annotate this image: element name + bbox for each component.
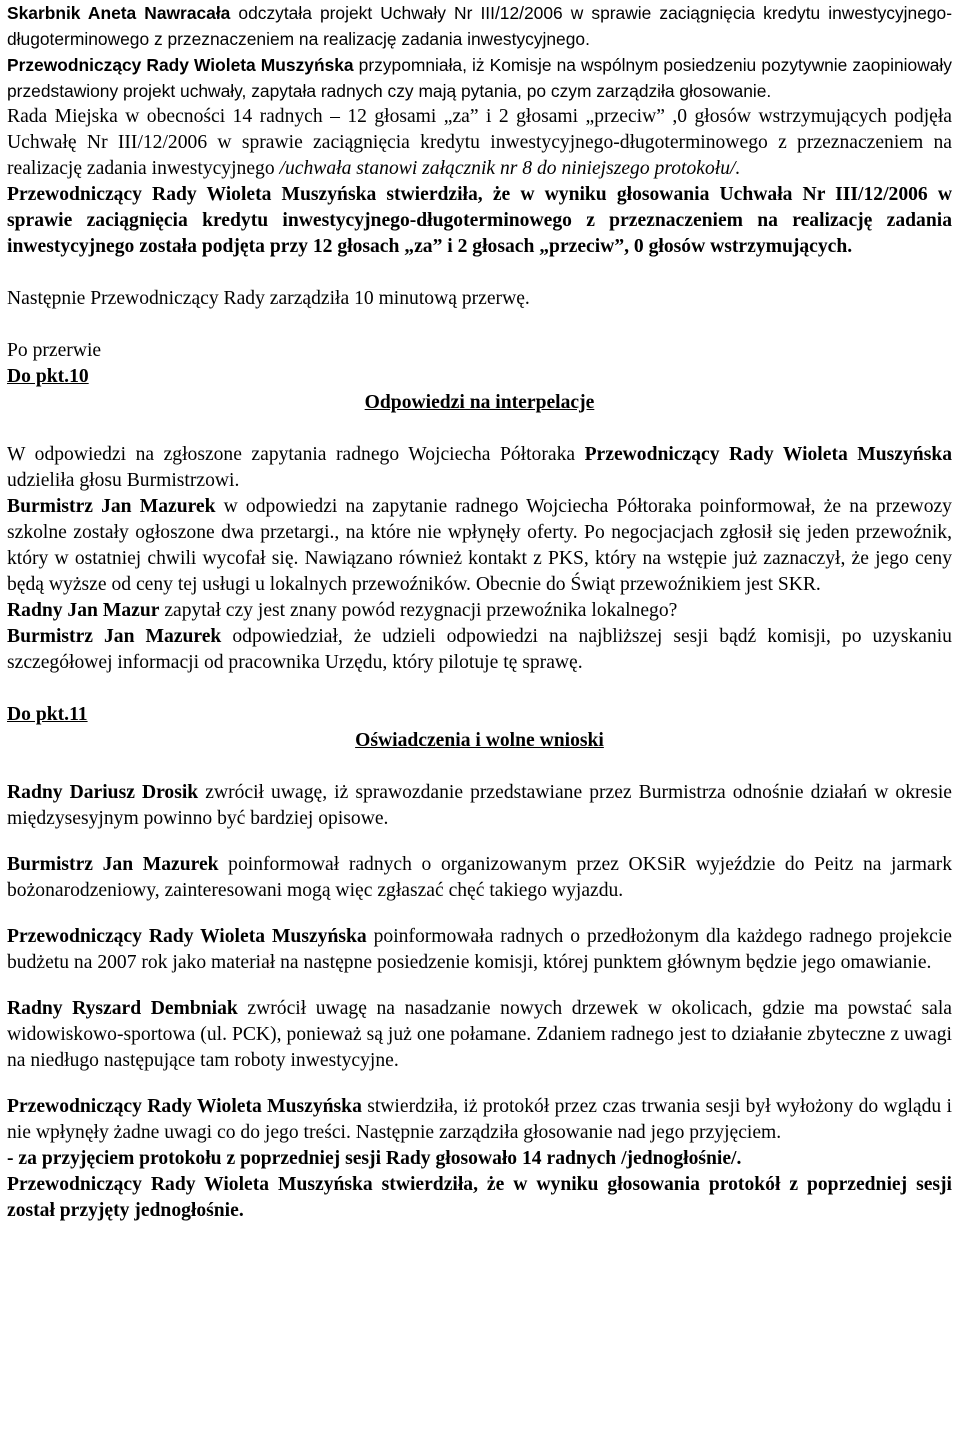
paragraph-resolution-result: [7, 182, 952, 260]
speaker-name: Przewodniczący Rady Wioleta Muszyńska: [584, 444, 953, 465]
paragraph-text: stwierdziła, iż protokół przez czas trwania sesji był wyłożony do wglądu i nie wpłynęły żadne uwagi co do jego treści. Następnie zarządziła głosowanie nad jego przyjęciem.: [7, 1096, 952, 1143]
paragraph-text: Rada Miejska w obecności 14 radnych – 12 głosami „za” i 2 głosami „przeciw” ,0 głosów wstrzymujących podjęła Uchwałę Nr III/12/2006 w sprawie zaciągnięcia kredytu inwestycyjnego-długoterminowego z przeznaczeniem na realizację zadania inwestycyjnego: [7, 106, 952, 179]
section-heading: Oświadczenia i wolne wnioski: [355, 730, 604, 751]
paragraph-mazur-question: [7, 598, 952, 624]
paragraph-mayor-peitz: [7, 852, 952, 904]
paragraph-text: udzieliła głosu Burmistrzowi.: [7, 470, 240, 491]
paragraph-chair-budget: [7, 924, 952, 976]
paragraph-text: poinformowała radnych o przedłożonym dla każdego radnego projekcie budżetu na 2007 rok jako materiał na następne posiedzenie komisji, której punktem głównym będzie jego omawianie.: [7, 926, 952, 973]
paragraph-drosik: [7, 780, 952, 832]
paragraph-break-announcement: Następnie Przewodniczący Rady zarządziła 10 minutową przerwę.: [7, 288, 530, 309]
paragraph-dembniak: [7, 996, 952, 1074]
paragraph-chair-protocol: [7, 1094, 952, 1146]
speaker-name: Przewodniczący Rady Wioleta Muszyńska: [7, 1096, 362, 1117]
paragraph-mayor-transport: [7, 494, 952, 598]
paragraph-treasurer-reading: [7, 0, 952, 52]
paragraph-text: W odpowiedzi na zgłoszone zapytania radnego Wojciecha Półtoraka: [7, 444, 585, 465]
paragraph-text: Przewodniczący Rady Wioleta Muszyńska stwierdziła, że w wyniku głosowania protokół z poprzedniej sesji został przyjęty jednogłośnie.: [7, 1174, 952, 1221]
speaker-name: Burmistrz Jan Mazurek: [7, 854, 219, 875]
paragraph-chair-reminder: [7, 52, 952, 104]
paragraph-council-vote: [7, 104, 952, 182]
speaker-name: Przewodniczący Rady Wioleta Muszyńska: [7, 55, 354, 75]
paragraph-mayor-answer: [7, 624, 952, 676]
section-heading: Odpowiedzi na interpelacje: [364, 392, 595, 413]
paragraph-text: zwrócił uwagę na nasadzanie nowych drzewek w okolicach, gdzie ma powstać sala widowiskowo-sportowa (ul. PCK), ponieważ są już one połamane. Zdaniem radnego jest to działanie zbyteczne z uwagi na niedługo następujące tam roboty inwestycyjne.: [7, 998, 952, 1071]
paragraph-text: - za przyjęciem protokołu z poprzedniej sesji Rady głosowało 14 radnych /jednogłośnie/.: [7, 1148, 742, 1169]
paragraph-after-break: Po przerwie: [7, 340, 102, 361]
paragraph-protocol-result: [7, 1172, 952, 1224]
speaker-name: Skarbnik Aneta Nawracała: [7, 3, 231, 23]
speaker-name: Radny Ryszard Dembniak: [7, 998, 238, 1019]
speaker-name: Radny Jan Mazur: [7, 600, 160, 621]
speaker-name: Burmistrz Jan Mazurek: [7, 626, 222, 647]
speaker-name: Radny Dariusz Drosik: [7, 782, 199, 803]
section-heading-pkt11: [7, 728, 952, 754]
paragraph-protocol-vote: [7, 1146, 952, 1172]
paragraph-text: zwrócił uwagę, iż sprawozdanie przedstawiane przez Burmistrza odnośnie działań w okresie międzysesyjnym powinno być bardziej opisowe.: [7, 782, 952, 829]
paragraph-text: poinformował radnych o organizowanym przez OKSiR wyjeździe do Peitz na jarmark bożonarodzeniowy, zainteresowani mogą więc zgłaszać chęć takiego wyjazdu.: [7, 854, 952, 901]
section-label-pkt10: [7, 364, 952, 390]
paragraph-text: przypomniała, iż Komisje na wspólnym posiedzeniu pozytywnie zaopiniowały przedstawiony projekt uchwały, zapytała radnych czy mają pytania, po czym zarządziła głosowanie.: [7, 55, 952, 101]
paragraph-text: odczytała projekt Uchwały Nr III/12/2006 w sprawie zaciągnięcia kredytu inwestycyjnego-długoterminowego z przeznaczeniem na realizację zadania inwestycyjnego.: [7, 3, 952, 49]
section-label-pkt11: [7, 702, 952, 728]
speaker-name: Przewodniczący Rady Wioleta Muszyńska: [7, 926, 367, 947]
paragraph-text: w odpowiedzi na zapytanie radnego Wojciecha Półtoraka poinformował, że na przewozy szkolne zostały ogłoszone dwa przetargi., na które nie wpłynęły oferty. Po negocjacjach zgłosił się jeden przewoźnik, który w ostatniej chwili wycofał się. Nawiązano również kontakt z PKS, który na wstępie już zaznaczył, że jego ceny będą wyższe od ceny tej usługi u lokalnych przewoźników. Obecnie do Świąt przewoźnikiem jest SKR.: [7, 496, 952, 595]
paragraph-text: zapytał czy jest znany powód rezygnacji przewoźnika lokalnego?: [159, 600, 678, 621]
speaker-name: Burmistrz Jan Mazurek: [7, 496, 216, 517]
annex-note: /uchwała stanowi załącznik nr 8 do niniejszego protokołu/.: [279, 158, 741, 179]
paragraph-text: Przewodniczący Rady Wioleta Muszyńska stwierdziła, że w wyniku głosowania Uchwała Nr III/12/2006 w sprawie zaciągnięcia kredytu inwestycyjnego-długoterminowego z przeznaczeniem na realizację zadania inwestycyjnego została podjęta przy 12 głosach „za” i 2 głosach „przeciw”, 0 głosów wstrzymujących.: [7, 184, 952, 257]
section-heading-pkt10: [7, 390, 952, 416]
paragraph-text: odpowiedział, że udzieli odpowiedzi na najbliższej sesji bądź komisji, po uzyskaniu szczegółowej informacji od pracownika Urzędu, który pilotuje tę sprawę.: [7, 626, 952, 673]
section-label: Do pkt.10: [7, 366, 89, 387]
paragraph-answers-intro: [7, 442, 952, 494]
section-label: Do pkt.11: [7, 704, 88, 725]
